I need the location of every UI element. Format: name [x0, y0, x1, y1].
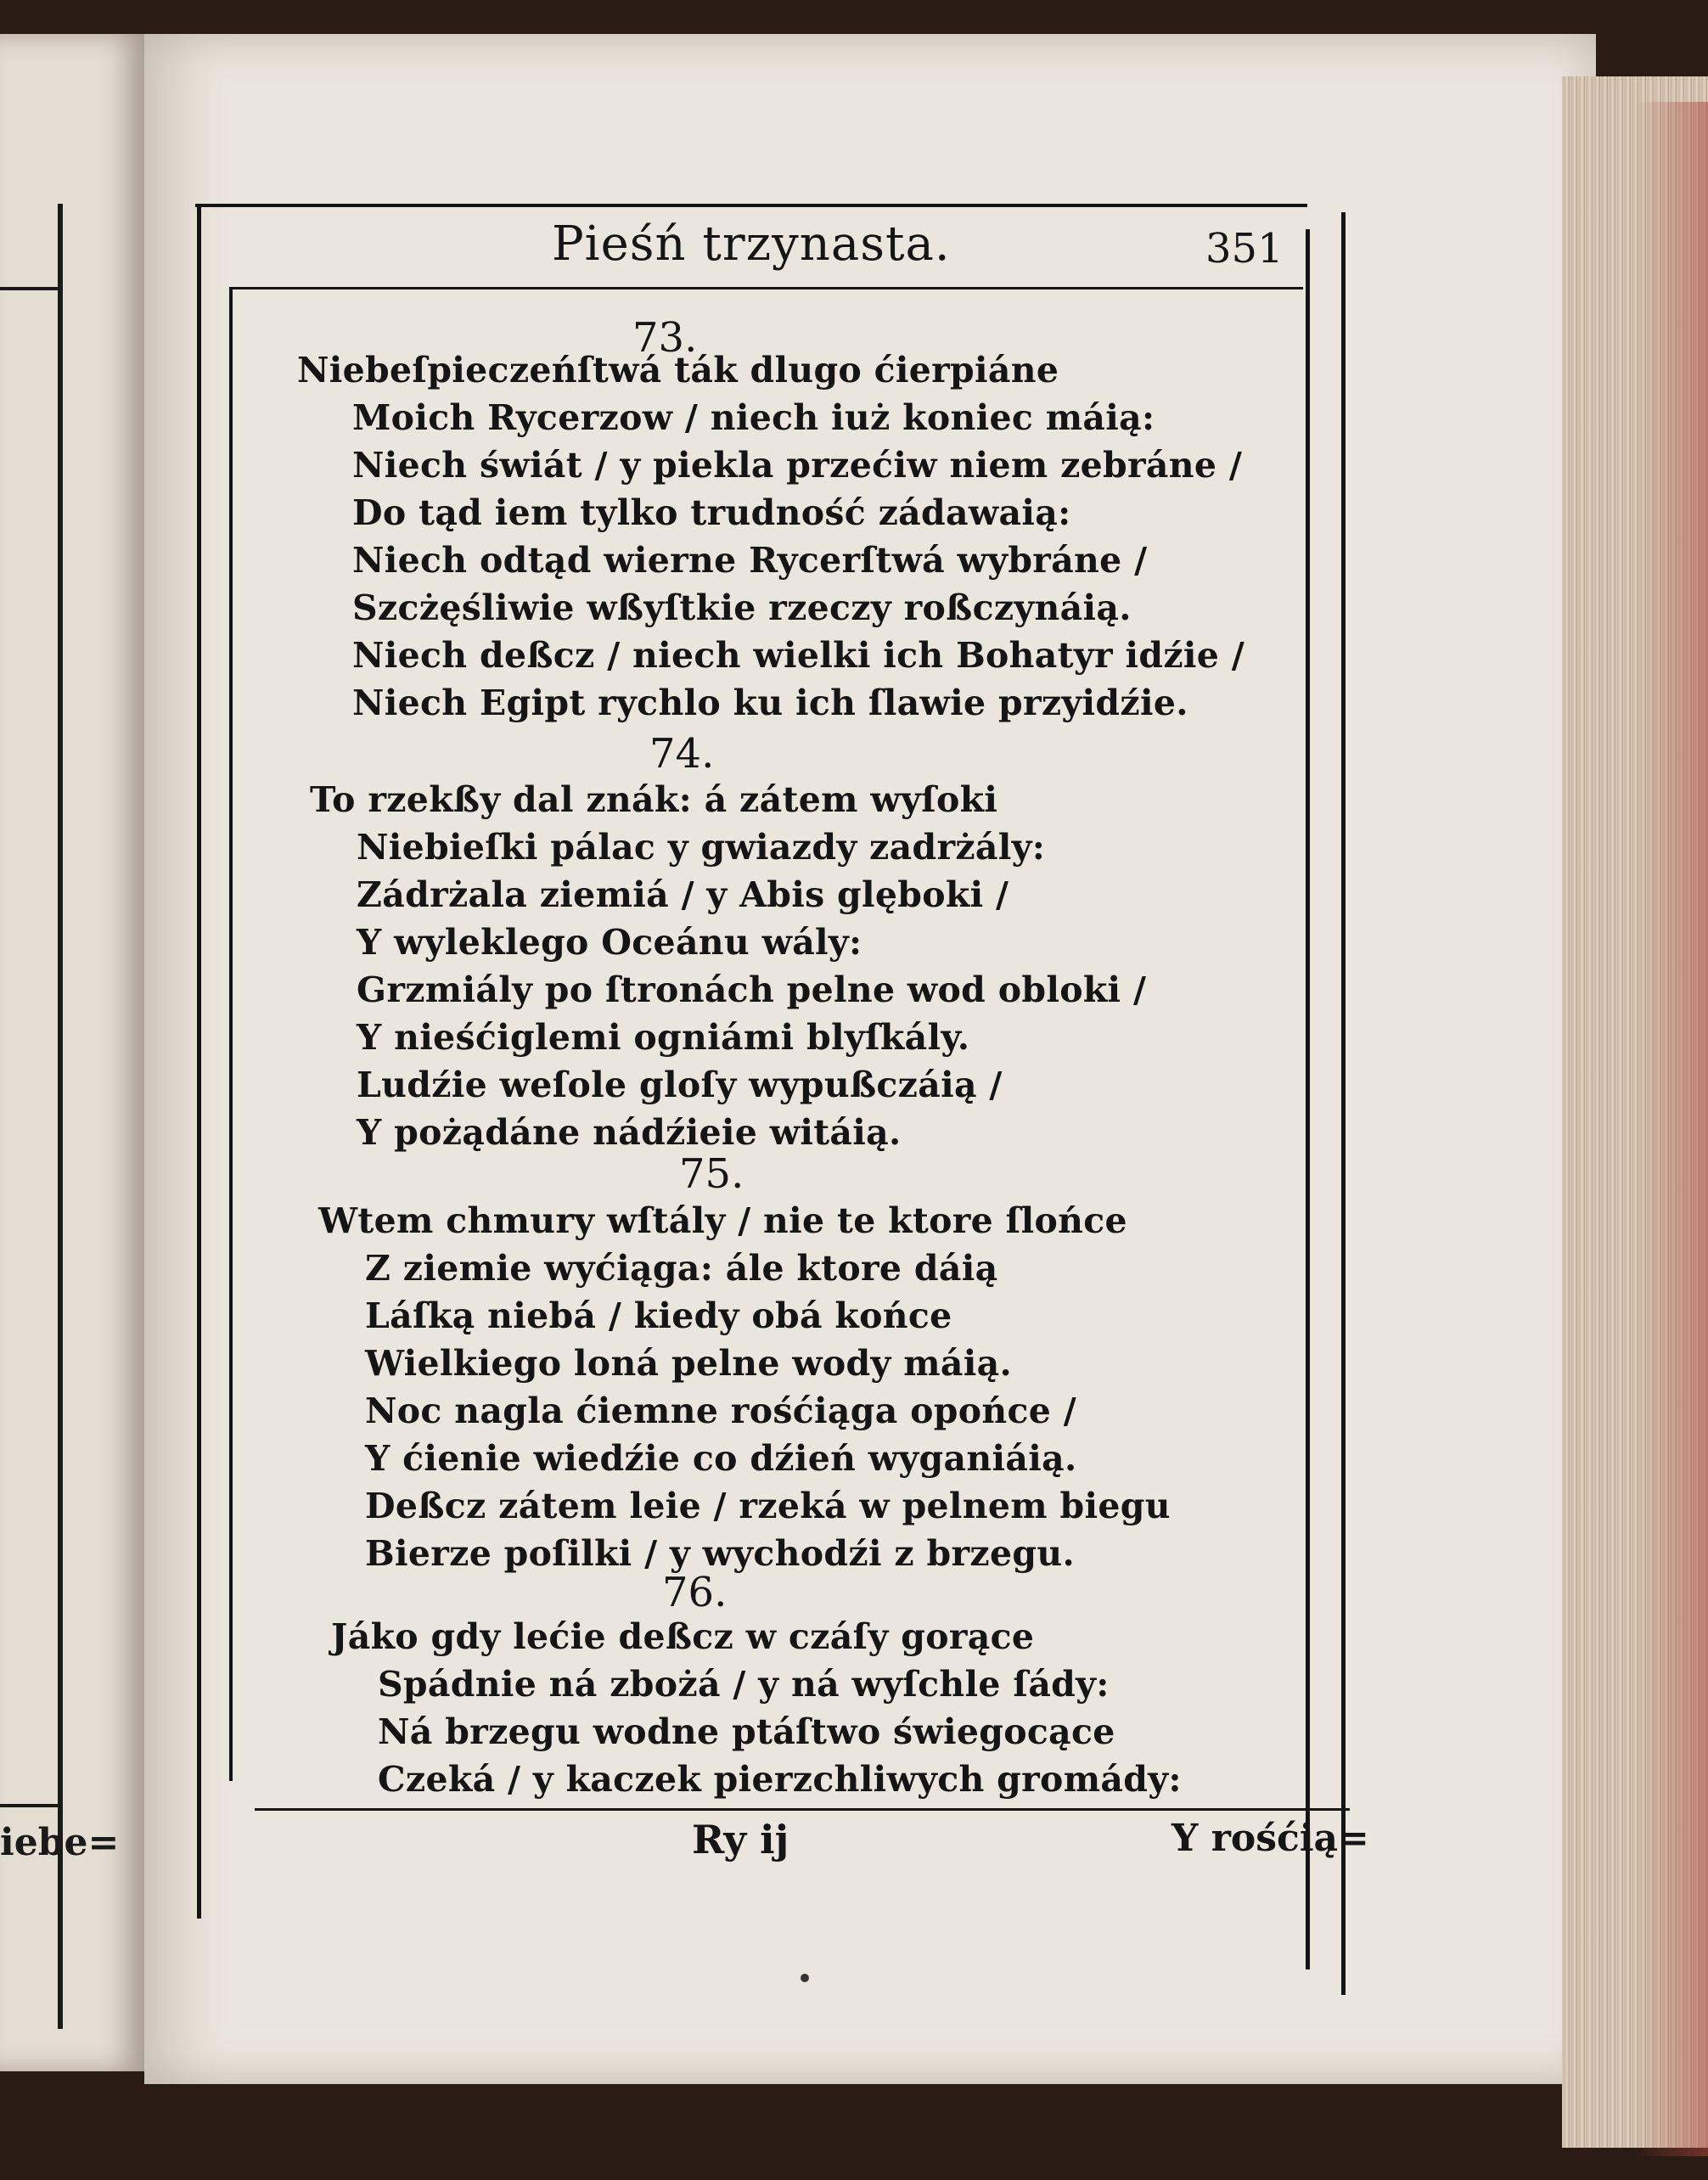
verse-line: Y ćienie wiedźie co dźień wyganiáią.: [365, 1438, 1077, 1479]
frame-rule-top: [195, 204, 1307, 207]
verse-line: Y nieśćiglemi ogniámi blyſkály.: [357, 1017, 970, 1058]
verse-line: Niebeſpieczeńſtwá ták dlugo ćierpiáne: [297, 350, 1059, 390]
catchword: Y rośćią=: [1171, 1817, 1369, 1860]
verse-line: Láſką niebá / kiedy obá końce: [365, 1295, 952, 1336]
left-page-rule-top: [0, 287, 61, 290]
verse-line: Wielkiego loná pelne wody máią.: [365, 1343, 1013, 1384]
verse-line: Ludźie weſole gloſy wypußczáią /: [357, 1065, 1003, 1105]
verse-line: Ná brzegu wodne ptáſtwo świegocące: [378, 1711, 1115, 1752]
page-running-title: Pieśń trzynasta.: [552, 216, 951, 272]
frame-rule-footer: [255, 1808, 1350, 1811]
stanza-number: 76.: [662, 1569, 728, 1616]
verse-line: Niech deßcz / niech wielki ich Bohatyr idźie /: [352, 635, 1245, 676]
verse-line: Spádnie ná zbożá / y ná wyſchle ſády:: [378, 1664, 1110, 1705]
red-edge-tint: [1634, 102, 1708, 2156]
page-number: 351: [1205, 225, 1284, 272]
verse-line: Zádrżala ziemiá / y Abis glęboki /: [357, 874, 1009, 915]
left-page-rule-bottom: [0, 1804, 61, 1807]
frame-rule-header-underline: [229, 287, 1303, 289]
verse-line: Z ziemie wyćiąga: ále ktore dáią: [365, 1248, 998, 1289]
frame-rule-right-far: [1341, 212, 1346, 1995]
verse-line: Wtem chmury wſtály / nie te ktore ſlońce: [318, 1200, 1127, 1241]
verse-line: Y wyleklego Oceánu wály:: [357, 922, 862, 963]
signature-mark: Ry ij: [692, 1817, 789, 1863]
verse-line: Czeká / y kaczek pierzchliwych gromády:: [378, 1759, 1182, 1800]
verse-line: Niebieſki pálac y gwiazdy zadrżály:: [357, 827, 1046, 868]
frame-rule-right-outer: [1306, 229, 1310, 1969]
frame-rule-left-outer: [197, 204, 201, 1919]
verse-line: Niech Egipt rychlo ku ich ſlawie przyidźie.: [352, 683, 1188, 723]
stanza-number: 74.: [649, 730, 715, 778]
stanza-number: 73.: [632, 314, 698, 362]
verse-line: Bierze poſilki / y wychodźi z brzegu.: [365, 1533, 1076, 1574]
left-page-edge: [0, 34, 149, 2071]
frame-rule-left-inner: [229, 287, 233, 1781]
left-page-catchword: iebe=: [0, 1821, 120, 1864]
verse-line: Jáko gdy lećie deßcz w czáſy gorące: [331, 1616, 1035, 1657]
verse-line: Y pożądáne nádźieie witáią.: [357, 1112, 902, 1153]
verse-line: Szcżęśliwie wßyſtkie rzeczy roßczynáią.: [352, 587, 1132, 628]
verse-line: Grzmiály po ſtronách pelne wod obloki /: [357, 969, 1147, 1010]
verse-line: Niech odtąd wierne Rycerſtwá wybráne /: [352, 540, 1148, 581]
verse-line: Deßcz zátem leie / rzeká w pelnem biegu: [365, 1486, 1171, 1526]
verse-line: Niech świát / y piekla przećiw niem zebráne /: [352, 445, 1243, 486]
verse-line: Do tąd iem tylko trudność zádawaią:: [352, 492, 1071, 533]
ink-dot: [801, 1974, 809, 1982]
verse-line: Moich Rycerzow / niech iuż koniec máią:: [352, 397, 1155, 438]
verse-line: Noc nagla ćiemne rośćiąga opońce /: [365, 1391, 1077, 1431]
stanza-number: 75.: [679, 1150, 744, 1198]
verse-line: To rzekßy dal znák: á zátem wyſoki: [310, 779, 998, 820]
left-page-rule-vertical: [58, 204, 63, 2029]
